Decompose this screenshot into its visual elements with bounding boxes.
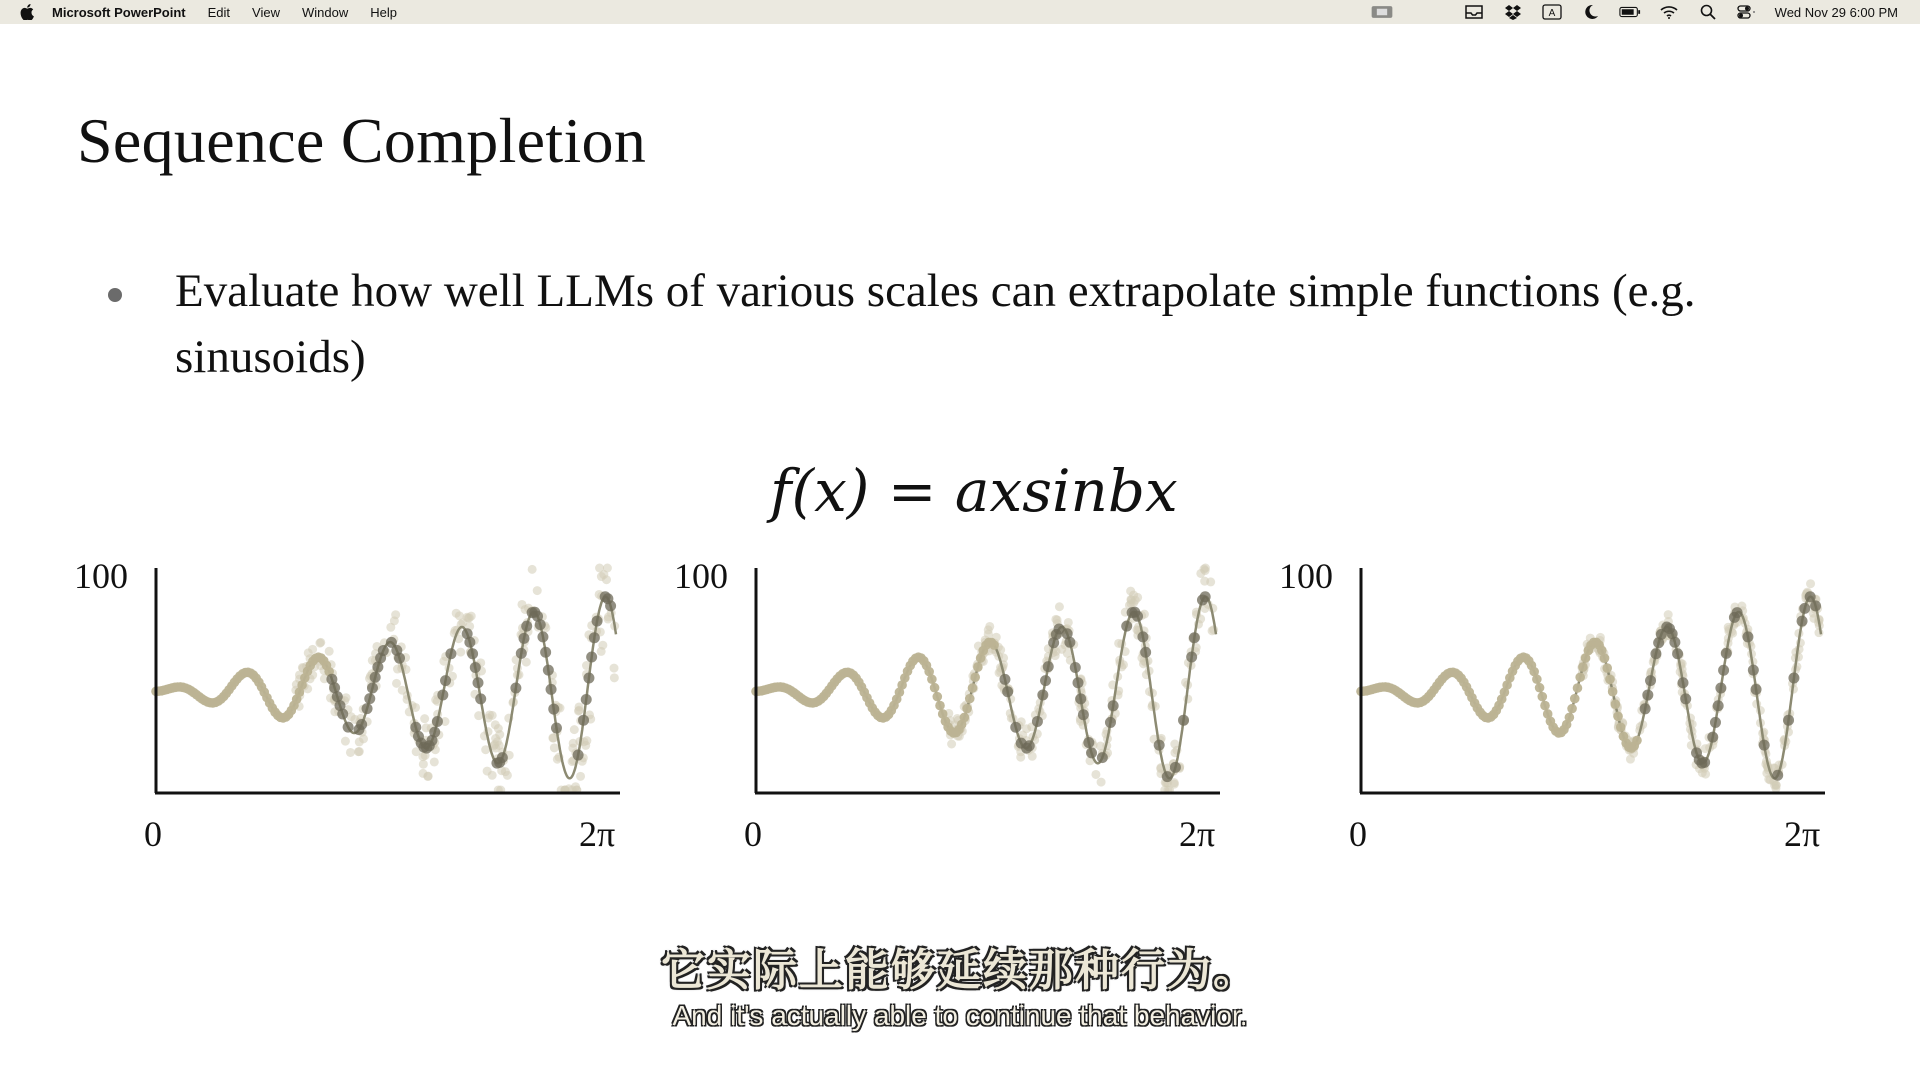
chart-2-predicted-point <box>1070 662 1081 673</box>
chart-2-scatter-point <box>1091 770 1100 779</box>
chart-2-predicted-point <box>1137 631 1148 642</box>
chart-2-scatter-point <box>1064 618 1073 627</box>
chart-1-predicted-point <box>540 647 551 658</box>
chart-2-predicted-point <box>1121 621 1132 632</box>
chart-2-predicted-point <box>1105 717 1116 728</box>
chart-1-scatter-point <box>533 586 542 595</box>
chart-3-prompt-point <box>1575 672 1585 682</box>
dropbox-icon[interactable] <box>1502 4 1524 20</box>
chart-2-predicted-point <box>1040 675 1051 686</box>
chart-3-prompt-point <box>1632 736 1642 746</box>
chart-2-prompt-point <box>932 692 942 702</box>
chart-3-predicted-point <box>1699 757 1710 768</box>
chart-1-scatter-point <box>488 771 497 780</box>
chart-2-predicted-point <box>1002 686 1013 697</box>
chart-1-predicted-point <box>343 722 354 733</box>
chart-3-predicted-point <box>1742 631 1753 642</box>
chart-1-scatter-point <box>325 647 334 656</box>
chart-1-predicted-point <box>535 619 546 630</box>
chart-3-predicted-point <box>1640 703 1651 714</box>
menu-app-name[interactable]: Microsoft PowerPoint <box>52 4 186 20</box>
chart-3-predicted-point <box>1810 600 1821 611</box>
chart-1-predicted-point <box>367 682 378 693</box>
chart-1-predicted-point <box>589 632 600 643</box>
chart-3-svg <box>1265 550 1825 854</box>
menu-help[interactable]: Help <box>370 4 397 20</box>
chart-3-predicted-point <box>1713 700 1724 711</box>
battery-icon[interactable] <box>1619 4 1641 20</box>
chart-2-xtick-right: 2π <box>1179 814 1216 854</box>
chart-2-prompt-point <box>968 683 978 693</box>
status-clock[interactable]: Wed Nov 29 6:00 PM <box>1774 4 1898 20</box>
chart-2-scatter-point <box>1055 602 1064 611</box>
chart-1-scatter-point <box>342 693 351 702</box>
chart-2-scatter-point <box>1051 615 1060 624</box>
chart-1-predicted-point <box>378 645 389 656</box>
chart-3-prompt-point <box>1600 653 1610 663</box>
chart-3-predicted-point <box>1650 648 1661 659</box>
chart-3-predicted-point <box>1788 673 1799 684</box>
chart-1-predicted-point <box>362 703 373 714</box>
chart-2-predicted-point <box>1178 715 1189 726</box>
chart-1-scatter-point <box>346 748 355 757</box>
chart-1-scatter-point <box>581 741 590 750</box>
chart-3-ytick-label: 100 <box>1279 556 1333 596</box>
chart-2-svg <box>660 550 1220 854</box>
chart-1-predicted-point <box>543 665 554 676</box>
chart-3-predicted-point <box>1710 717 1721 728</box>
menu-window[interactable]: Window <box>301 4 349 20</box>
chart-3-prompt-point <box>1565 713 1575 723</box>
chart-1-predicted-point <box>583 673 594 684</box>
chart-1-predicted-point <box>592 616 603 627</box>
chart-1-predicted-point <box>581 694 592 705</box>
chart-1-predicted-point <box>510 683 521 694</box>
chart-2-predicted-point <box>1037 689 1048 700</box>
chart-3-predicted-point <box>1672 648 1683 659</box>
chart-1-scatter-point <box>491 720 500 729</box>
chart-3-prompt-point <box>1570 694 1580 704</box>
chart-2-predicted-point <box>1086 747 1097 758</box>
chart-1-predicted-point <box>356 719 367 730</box>
chart-2-predicted-point <box>1200 591 1211 602</box>
chart-1-ytick-label: 100 <box>74 556 128 596</box>
chart-3-predicted-point <box>1772 770 1783 781</box>
chart-1-predicted-point <box>516 648 527 659</box>
chart-2-predicted-point <box>1154 740 1165 751</box>
chart-3-prompt-point <box>1573 683 1583 693</box>
chart-3-predicted-point <box>1669 637 1680 648</box>
chart-3-predicted-point <box>1805 591 1816 602</box>
chart-2-predicted-point <box>1043 661 1054 672</box>
chart-1-predicted-point <box>546 684 557 695</box>
chart-2-predicted-point <box>1186 652 1197 663</box>
chart-3-prompt-point <box>1605 675 1615 685</box>
subtitle-english: And it's actually able to continue that behavior. <box>672 1000 1248 1031</box>
inbox-icon[interactable] <box>1463 4 1485 20</box>
chart-2-predicted-point <box>1078 709 1089 720</box>
menu-edit[interactable]: Edit <box>207 4 231 20</box>
chart-1-scatter-point <box>422 723 431 732</box>
chart-2-prompt-point <box>962 704 972 714</box>
chart-3-predicted-point <box>1721 648 1732 659</box>
control-center-icon[interactable] <box>1736 4 1758 20</box>
chart-1-predicted-point <box>521 621 532 632</box>
chart-1-predicted-point <box>497 752 508 763</box>
chart-1-predicted-point <box>445 648 456 659</box>
wifi-icon[interactable] <box>1658 4 1680 20</box>
chart-1-predicted-point <box>364 693 375 704</box>
chart-3-predicted-point <box>1707 732 1718 743</box>
chart-1-predicted-point <box>573 750 584 761</box>
chart-1-scatter-point <box>420 714 429 723</box>
chart-3-xtick-left: 0 <box>1349 814 1367 854</box>
chart-1-svg <box>60 550 620 854</box>
chart-1-scatter-point <box>610 673 619 682</box>
chart-3-predicted-point <box>1783 715 1794 726</box>
chart-1-predicted-point <box>437 689 448 700</box>
chart-2-prompt-point <box>989 640 999 650</box>
bullet-text: Evaluate how well LLMs of various scales can extrapolate simple functions (e.g. sinusoids) <box>175 265 1696 383</box>
chart-1-scatter-point <box>575 706 584 715</box>
chart-1-scatter-point <box>315 639 324 648</box>
chart-3-prompt-point <box>1611 699 1621 709</box>
chart-2-predicted-point <box>1108 700 1119 711</box>
chart-1-scatter-point <box>550 743 559 752</box>
chart-1-scatter-point <box>430 757 439 766</box>
chart-2-predicted-point <box>1132 611 1143 622</box>
chart-3-predicted-point <box>1642 689 1653 700</box>
chart-2-predicted-point <box>1162 771 1173 782</box>
chart-2-prompt-point <box>935 701 945 711</box>
chart-1-predicted-point <box>467 648 478 659</box>
chart-1-scatter-point <box>467 612 476 621</box>
search-icon[interactable] <box>1697 4 1719 20</box>
chart-2-scatter-point <box>1170 740 1179 749</box>
apple-icon[interactable] <box>20 4 34 20</box>
chart-2-predicted-point <box>1097 752 1108 763</box>
chart-1-scatter-point <box>456 648 465 657</box>
chart-2-prompt-point <box>930 683 940 693</box>
chart-3-scatter-point <box>1814 628 1823 637</box>
chart-2-scatter-point <box>1129 591 1138 600</box>
chart-1-scatter-point <box>341 737 350 746</box>
chart-1-predicted-point <box>578 715 589 726</box>
chart-3-predicted-point <box>1759 740 1770 751</box>
chart-2-predicted-point <box>1189 632 1200 643</box>
chart-3-prompt-point <box>1535 683 1545 693</box>
chart-3-predicted-point <box>1680 693 1691 704</box>
chart-1-scatter-point <box>455 611 464 620</box>
chart-1-scatter-point <box>576 772 585 781</box>
chart-1-predicted-point <box>337 708 348 719</box>
chart-2-prompt-point <box>965 694 975 704</box>
chart-1-predicted-point <box>586 652 597 663</box>
chart-1-predicted-point <box>548 704 559 715</box>
chart-3-scatter-point <box>1772 781 1781 790</box>
chart-2-predicted-point <box>1073 677 1084 688</box>
chart-1-scatter-point <box>501 767 510 776</box>
chart-3-prompt-point <box>1616 722 1626 732</box>
chart-1-predicted-point <box>537 631 548 642</box>
chart-3-predicted-point <box>1797 616 1808 627</box>
chart-2-predicted-point <box>1170 762 1181 773</box>
chart-2-prompt-point <box>927 674 937 684</box>
chart-2-scatter-point <box>1016 753 1025 762</box>
chart-2-xtick-left: 0 <box>744 814 762 854</box>
chart-1-scatter-point <box>488 711 497 720</box>
chart-1-predicted-point <box>473 677 484 688</box>
chart-2-predicted-point <box>1032 716 1043 727</box>
chart-1-predicted-point <box>470 662 481 673</box>
chart-3-prompt-point <box>1578 662 1588 672</box>
chart-1-predicted-point <box>605 600 616 611</box>
chart-3-scatter-point <box>1626 755 1635 764</box>
chart-1-scatter-point <box>602 575 611 584</box>
sinusoid-chart-1 <box>60 550 620 854</box>
chart-3-scatter-point <box>1806 579 1815 588</box>
chart-3-predicted-point <box>1715 683 1726 694</box>
chart-2-scatter-point <box>1097 778 1106 787</box>
moon-icon[interactable] <box>1580 4 1602 20</box>
chart-1-xtick-left: 0 <box>144 814 162 854</box>
chart-1-predicted-point <box>519 633 530 644</box>
chart-2-predicted-point <box>1140 647 1151 658</box>
chart-2-scatter-point <box>1200 565 1209 574</box>
chart-2-predicted-point <box>1010 722 1021 733</box>
chart-2-scatter-point <box>947 740 956 749</box>
chart-1-scatter-point <box>386 623 395 632</box>
chart-2-scatter-point <box>984 630 993 639</box>
chart-3-predicted-point <box>1799 603 1810 614</box>
chart-2-predicted-point <box>1024 740 1035 751</box>
menu-view[interactable]: View <box>252 4 280 20</box>
menu-bar <box>0 0 1920 24</box>
screen-share-icon[interactable] <box>1371 4 1393 20</box>
sinusoid-chart-3 <box>1265 550 1825 854</box>
chart-3-xtick-right: 2π <box>1784 814 1821 854</box>
chart-3-prompt-point <box>1537 692 1547 702</box>
chart-1-predicted-point <box>475 693 486 704</box>
chart-3-prompt-point <box>1602 663 1612 673</box>
chart-2-scatter-point <box>1206 577 1215 586</box>
chart-1-scatter-point <box>570 725 579 734</box>
chart-2-scatter-point <box>1063 649 1072 658</box>
input-source-icon[interactable] <box>1541 4 1563 20</box>
formula: f(x) = axsinbx <box>770 457 1178 525</box>
chart-3-predicted-point <box>1718 665 1729 676</box>
chart-2-predicted-point <box>999 674 1010 685</box>
chart-1-predicted-point <box>429 727 440 738</box>
sinusoid-chart-2 <box>660 550 1220 854</box>
slide-title: Sequence Completion <box>77 105 647 176</box>
chart-3-predicted-point <box>1678 677 1689 688</box>
input-source-label: A <box>1548 8 1556 19</box>
chart-3-prompt-point <box>1608 687 1618 697</box>
chart-1-scatter-point <box>354 747 363 756</box>
chart-3-prompt-point <box>1613 712 1623 722</box>
chart-2-predicted-point <box>1075 693 1086 704</box>
chart-3-predicted-point <box>1645 675 1656 686</box>
chart-2-predicted-point <box>1083 737 1094 748</box>
chart-2-ytick-label: 100 <box>674 556 728 596</box>
chart-2-prompt-point <box>960 713 970 723</box>
chart-3-prompt-point <box>1567 704 1577 714</box>
chart-1-scatter-point <box>392 679 401 688</box>
chart-1-scatter-point <box>597 647 606 656</box>
chart-2-predicted-point <box>1064 637 1075 648</box>
chart-1-scatter-point <box>603 564 612 573</box>
chart-1-predicted-point <box>440 675 451 686</box>
chart-3-predicted-point <box>1732 607 1743 618</box>
chart-1-predicted-point <box>551 723 562 734</box>
chart-1-scatter-point <box>522 658 531 667</box>
chart-3-prompt-point <box>1540 701 1550 711</box>
chart-2-prompt-point <box>973 662 983 672</box>
chart-2-prompt-point <box>970 672 980 682</box>
chart-1-predicted-point <box>432 716 443 727</box>
chart-1-scatter-point <box>528 565 537 574</box>
chart-1-xtick-right: 2π <box>579 814 616 854</box>
chart-1-scatter-point <box>359 734 368 743</box>
chart-1-scatter-point <box>423 772 432 781</box>
subtitle-chinese: 它实际上能够延续那种行为。 <box>661 945 1259 996</box>
chart-3-prompt-point <box>1532 674 1542 684</box>
chart-1-predicted-point <box>464 637 475 648</box>
bullet-dot <box>108 288 122 302</box>
chart-1-predicted-point <box>370 672 381 683</box>
chart-3-predicted-point <box>1748 665 1759 676</box>
chart-1-scatter-point <box>610 664 619 673</box>
chart-3-predicted-point <box>1751 684 1762 695</box>
chart-1-predicted-point <box>394 653 405 664</box>
chart-2-scatter-point <box>985 622 994 631</box>
